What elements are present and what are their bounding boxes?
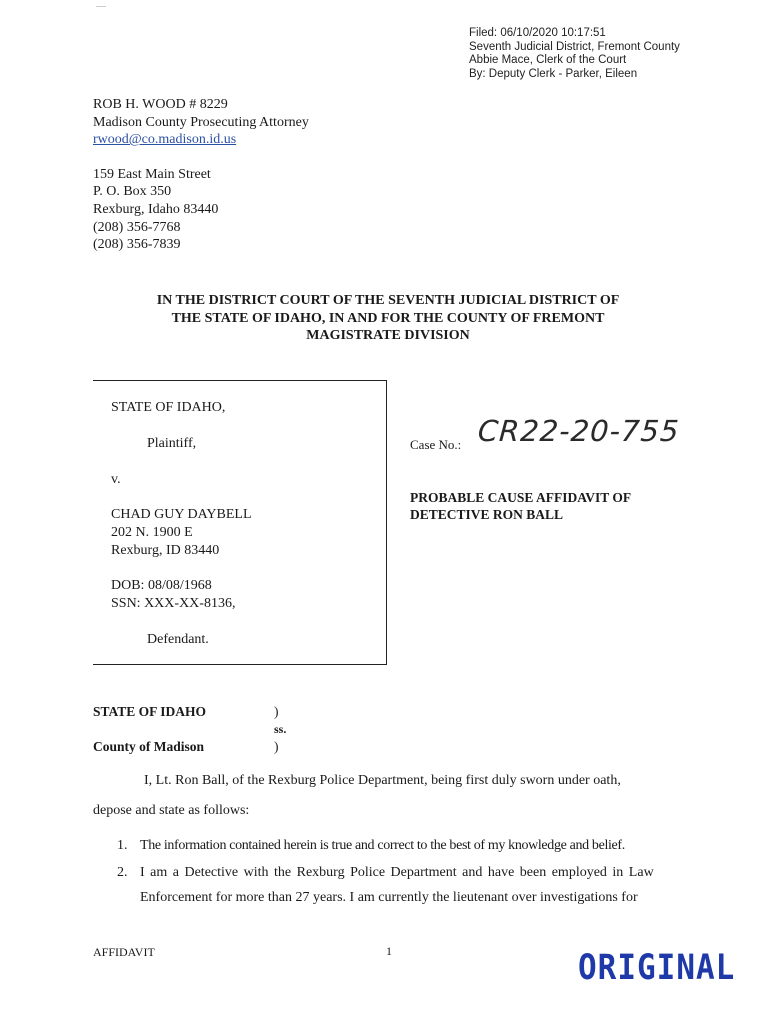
scan-artifact xyxy=(96,6,106,7)
filing-deputy: By: Deputy Clerk - Parker, Eileen xyxy=(469,67,638,80)
venue-paren-open: ) xyxy=(274,704,279,719)
filing-clerk: Abbie Mace, Clerk of the Court xyxy=(469,54,627,66)
attorney-title: Madison County Prosecuting Attorney xyxy=(93,114,309,130)
item-1-line-1: The information contained herein is true and correct to the best of my knowledge and belief. xyxy=(140,838,625,853)
attorney-street: 159 East Main Street xyxy=(93,166,211,182)
venue-ss: ss. xyxy=(274,722,287,736)
venue-county: County of Madison xyxy=(93,739,205,754)
versus: v. xyxy=(111,472,121,487)
case-number-handwritten: CR22-20-755 xyxy=(476,414,681,448)
filing-stamp xyxy=(469,27,680,81)
attorney-po-box: P. O. Box 350 xyxy=(93,184,172,200)
item-1-number: 1. xyxy=(117,838,128,853)
defendant-name: CHAD GUY DAYBELL xyxy=(111,507,252,522)
attorney-block xyxy=(93,96,309,254)
court-line-3: MAGISTRATE DIVISION xyxy=(306,328,470,343)
footer-label: AFFIDAVIT xyxy=(93,945,155,959)
affidavit-title xyxy=(410,489,631,523)
filed-datetime: Filed: 06/10/2020 10:17:51 xyxy=(469,27,606,39)
attorney-city: Rexburg, Idaho 83440 xyxy=(93,201,219,217)
venue-state: STATE OF IDAHO xyxy=(93,704,207,719)
attorney-phone-2: (208) 356-7839 xyxy=(93,237,181,253)
original-stamp: ORIGINAL xyxy=(578,947,736,989)
affidavit-title-line-1: PROBABLE CAUSE AFFIDAVIT OF xyxy=(410,490,632,505)
court-line-1: IN THE DISTRICT COURT OF THE SEVENTH JUDICIAL DISTRICT OF xyxy=(156,293,620,308)
filing-district: Seventh Judicial District, Fremont County xyxy=(469,40,680,53)
plaintiff-label: Plaintiff, xyxy=(147,436,197,451)
defendant-street: 202 N. 1900 E xyxy=(111,525,193,540)
venue-paren-close: ) xyxy=(274,739,279,754)
attorney-email-link[interactable]: rwood@co.madison.id.us xyxy=(93,132,237,148)
intro-line-1: I, Lt. Ron Ball, of the Rexburg Police Department, being first duly sworn under oath, xyxy=(144,773,621,788)
item-2-line-2: Enforcement for more than 27 years. I am currently the lieutenant over investigations for xyxy=(140,890,638,905)
case-number-label: Case No.: xyxy=(410,437,462,452)
defendant-dob: DOB: 08/08/1968 xyxy=(111,578,212,593)
defendant-label: Defendant. xyxy=(147,632,209,647)
page-number: 1 xyxy=(386,944,392,958)
court-heading xyxy=(100,292,676,345)
attorney-name: ROB H. WOOD # 8229 xyxy=(93,97,228,112)
plaintiff-name: STATE OF IDAHO, xyxy=(111,400,226,415)
court-line-2: THE STATE OF IDAHO, IN AND FOR THE COUNTY OF FREMONT xyxy=(171,310,605,326)
defendant-ssn: SSN: XXX-XX-8136, xyxy=(111,596,236,611)
intro-line-2: depose and state as follows: xyxy=(93,803,250,818)
item-2-line-1: I am a Detective with the Rexburg Police Department and have been employed in Law xyxy=(140,865,654,880)
affidavit-title-line-2: DETECTIVE RON BALL xyxy=(410,507,564,522)
item-2-number: 2. xyxy=(117,865,128,880)
defendant-city: Rexburg, ID 83440 xyxy=(111,543,220,558)
attorney-phone-1: (208) 356-7768 xyxy=(93,219,181,235)
